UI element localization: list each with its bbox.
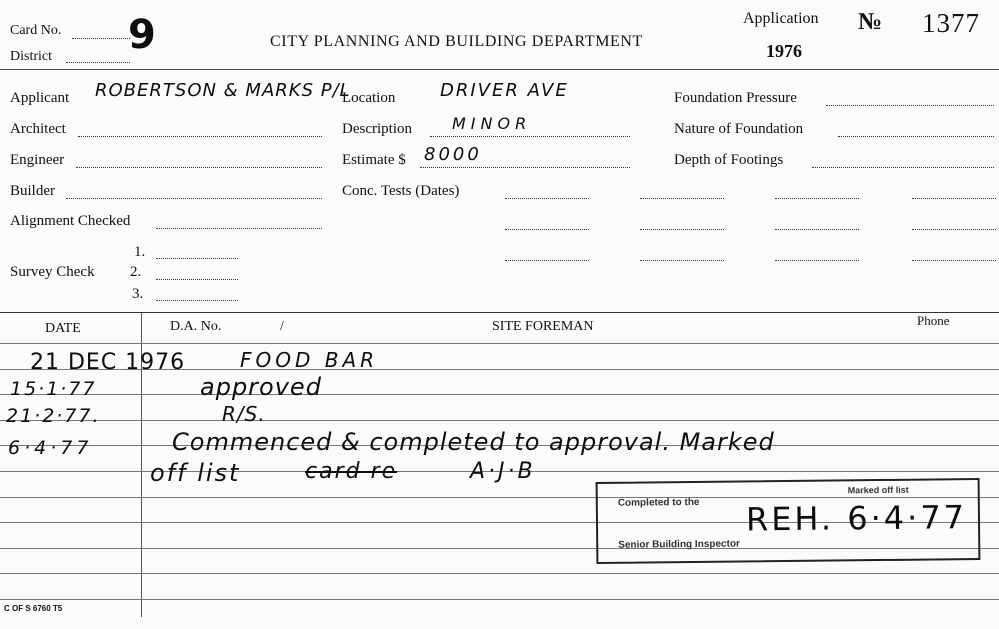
location-value: DRIVER AVE xyxy=(440,80,569,101)
conc-line-10 xyxy=(640,260,724,261)
entry-text-2: approved xyxy=(200,373,322,401)
architect-line xyxy=(78,136,322,137)
district-line xyxy=(66,62,130,63)
number-sign: № xyxy=(858,9,883,35)
engineer-line xyxy=(76,167,322,168)
conc-line-8 xyxy=(912,229,996,230)
entry-struck-5: card re xyxy=(305,459,398,484)
ruled-line xyxy=(0,420,999,421)
entry-initials-5: A·J·B xyxy=(470,459,536,484)
foundation-pressure-label: Foundation Pressure xyxy=(674,90,797,106)
conc-line-3 xyxy=(775,198,859,199)
entry-date-1: 21 DEC 1976 xyxy=(30,350,186,375)
survey-item-1: 1. xyxy=(134,244,146,260)
ruled-line xyxy=(0,394,999,395)
depth-footings-line xyxy=(812,167,994,168)
survey-label: Survey Check xyxy=(10,264,95,280)
alignment-label: Alignment Checked xyxy=(10,213,131,229)
conc-line-9 xyxy=(505,260,589,261)
estimate-line xyxy=(420,167,630,168)
depth-footings-label: Depth of Footings xyxy=(674,152,784,168)
ruled-line xyxy=(0,343,999,344)
survey-item-2: 2. xyxy=(130,264,142,280)
survey-line-3 xyxy=(156,300,238,301)
application-number: 1377 xyxy=(922,8,980,38)
ruled-line xyxy=(0,573,999,574)
nature-foundation-label: Nature of Foundation xyxy=(674,121,804,137)
entry-date-4: 6·4·77 xyxy=(8,437,93,459)
stamp-line-2: Marked off list xyxy=(847,484,909,496)
phone-header: Phone xyxy=(917,313,950,328)
conc-line-12 xyxy=(912,260,996,261)
site-foreman-header: SITE FOREMAN xyxy=(492,319,594,334)
conc-line-11 xyxy=(775,260,859,261)
conc-line-7 xyxy=(775,229,859,230)
entry-text-5: off list xyxy=(150,459,241,487)
entry-text-1: FOOD BAR xyxy=(240,348,379,372)
conc-tests-label: Conc. Tests (Dates) xyxy=(342,183,460,199)
description-value: MINOR xyxy=(452,114,532,133)
header-rule xyxy=(0,69,999,70)
description-label: Description xyxy=(342,121,412,137)
description-line xyxy=(430,136,630,137)
section-rule xyxy=(0,312,999,313)
nature-foundation-line xyxy=(838,136,994,137)
district-label: District xyxy=(10,49,52,64)
department-title: CITY PLANNING AND BUILDING DEPARTMENT xyxy=(270,33,643,50)
date-header: DATE xyxy=(45,321,81,336)
alignment-line xyxy=(156,228,322,229)
application-year: 1976 xyxy=(766,41,802,61)
conc-line-5 xyxy=(505,229,589,230)
stamp-line-3: Senior Building Inspector xyxy=(618,538,740,551)
estimate-label: Estimate $ xyxy=(342,152,406,168)
stamp-signature: REH. 6·4·77 xyxy=(745,498,968,539)
da-header: D.A. No. xyxy=(170,319,222,334)
entry-text-3: R/S. xyxy=(222,402,266,426)
application-label: Application xyxy=(743,10,819,27)
entry-date-3: 21·2·77. xyxy=(6,405,101,427)
ruled-line xyxy=(0,599,999,600)
survey-line-1 xyxy=(156,258,238,259)
form-code: C OF S 6760 T5 xyxy=(4,604,63,613)
conc-line-1 xyxy=(505,198,589,199)
location-label: Location xyxy=(342,90,396,106)
entry-text-4: Commenced & completed to approval. Marked xyxy=(172,428,775,456)
builder-label: Builder xyxy=(10,183,55,199)
builder-line xyxy=(66,198,322,199)
applicant-value: ROBERTSON & MARKS P/L xyxy=(95,80,351,101)
foundation-pressure-line xyxy=(826,105,994,106)
estimate-value: 8000 xyxy=(424,144,482,165)
engineer-label: Engineer xyxy=(10,152,65,168)
architect-label: Architect xyxy=(10,121,66,137)
stamp-line-1: Completed to the xyxy=(617,496,700,509)
survey-item-3: 3. xyxy=(132,286,144,302)
applicant-label: Applicant xyxy=(10,90,70,106)
conc-line-6 xyxy=(640,229,724,230)
completion-stamp xyxy=(596,478,981,564)
conc-line-4 xyxy=(912,198,996,199)
district-value: 9 xyxy=(128,12,158,58)
survey-line-2 xyxy=(156,279,238,280)
conc-line-2 xyxy=(640,198,724,199)
card-no-label: Card No. xyxy=(10,23,62,38)
da-slash: / xyxy=(280,319,284,334)
entry-date-2: 15·1·77 xyxy=(10,378,97,400)
card-no-line xyxy=(72,38,130,39)
